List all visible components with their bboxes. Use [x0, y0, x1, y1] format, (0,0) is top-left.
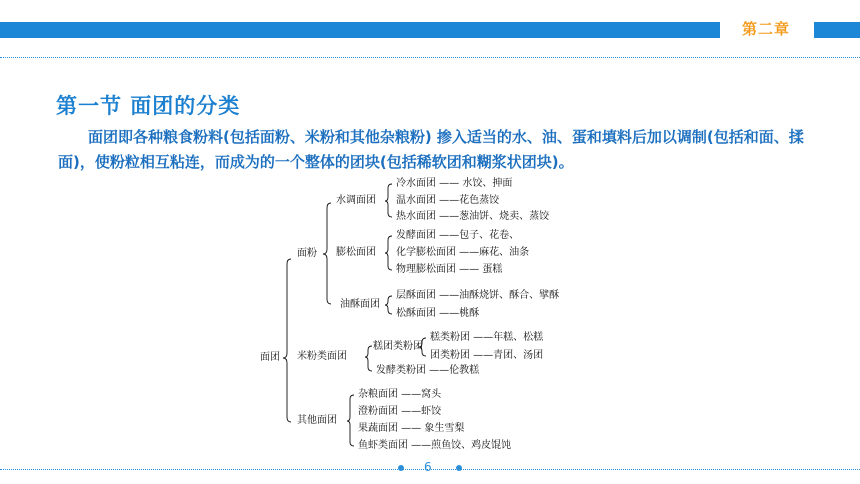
node-qita: 其他面团 [297, 415, 337, 426]
page-number: 6 [424, 460, 432, 474]
leaf-fajiao: 发酵面团 ——包子、花卷、 [396, 230, 520, 241]
mianfen-bracket [323, 203, 331, 304]
qita-bracket [347, 395, 354, 446]
node-gaotuan: 糕团类粉团 [373, 341, 423, 352]
leaf-cengsu: 层酥面团 ——油酥烧饼、酥合、擘酥 [396, 290, 560, 301]
leaf-fajiaofen: 发酵类粉团 ——伦教糕 [376, 365, 480, 376]
node-root: 面团 [260, 352, 280, 363]
footer-dot-left [398, 465, 404, 471]
node-yousu: 油酥面团 [340, 299, 380, 310]
leaf-zaliang: 杂粮面团 ——窝头 [358, 389, 442, 400]
leaf-songsu: 松酥面团 ——桃酥 [396, 308, 480, 319]
node-pengsong: 膨松面团 [336, 247, 376, 258]
shuitiao-bracket [385, 184, 392, 217]
root-bracket [283, 259, 291, 422]
mifen-bracket [365, 346, 372, 371]
yousu-bracket [385, 296, 392, 314]
leaf-tuanlei: 团类粉团 ——青团、汤团 [430, 350, 544, 361]
node-mifen: 米粉类面团 [297, 351, 347, 362]
pengsong-bracket [385, 236, 392, 270]
leaf-reshui: 热水面团 ——葱油饼、烧卖、蒸饺 [396, 211, 550, 222]
leaf-chengfen: 澄粉面团 ——虾饺 [358, 406, 442, 417]
leaf-wuli: 物理膨松面团 —— 蛋糕 [396, 264, 503, 275]
node-shuitiao: 水调面团 [336, 195, 376, 206]
definition-paragraph: 面团即各种粮食粉料(包括面粉、米粉和其他杂粮粉) 掺入适当的水、油、蛋和填料后加以调制(包括和面、揉面)，使粉粒相互粘连，而成为的一个整体的团块(包括稀软团和糊浆状团块)。 [58, 128, 804, 171]
leaf-huaxue: 化学膨松面团 ——麻花、油条 [396, 247, 530, 258]
chapter-label: 第二章 [742, 20, 791, 38]
leaf-lengshui: 冷水面团 —— 水饺、抻面 [396, 178, 513, 189]
leaf-wenshui: 温水面团 ——花色蒸饺 [396, 195, 500, 206]
leaf-guoshu: 果蔬面团 —— 象生雪梨 [358, 423, 465, 434]
section-title: 第一节 面团的分类 [56, 94, 241, 118]
footer-dot-right [456, 465, 462, 471]
node-mianfen: 面粉 [297, 248, 317, 259]
leaf-gaolei: 糕类粉团 ——年糕、松糕 [430, 332, 544, 343]
leaf-yuxia: 鱼虾类面团 ——煎鱼饺、鸡皮馄饨 [358, 440, 512, 451]
